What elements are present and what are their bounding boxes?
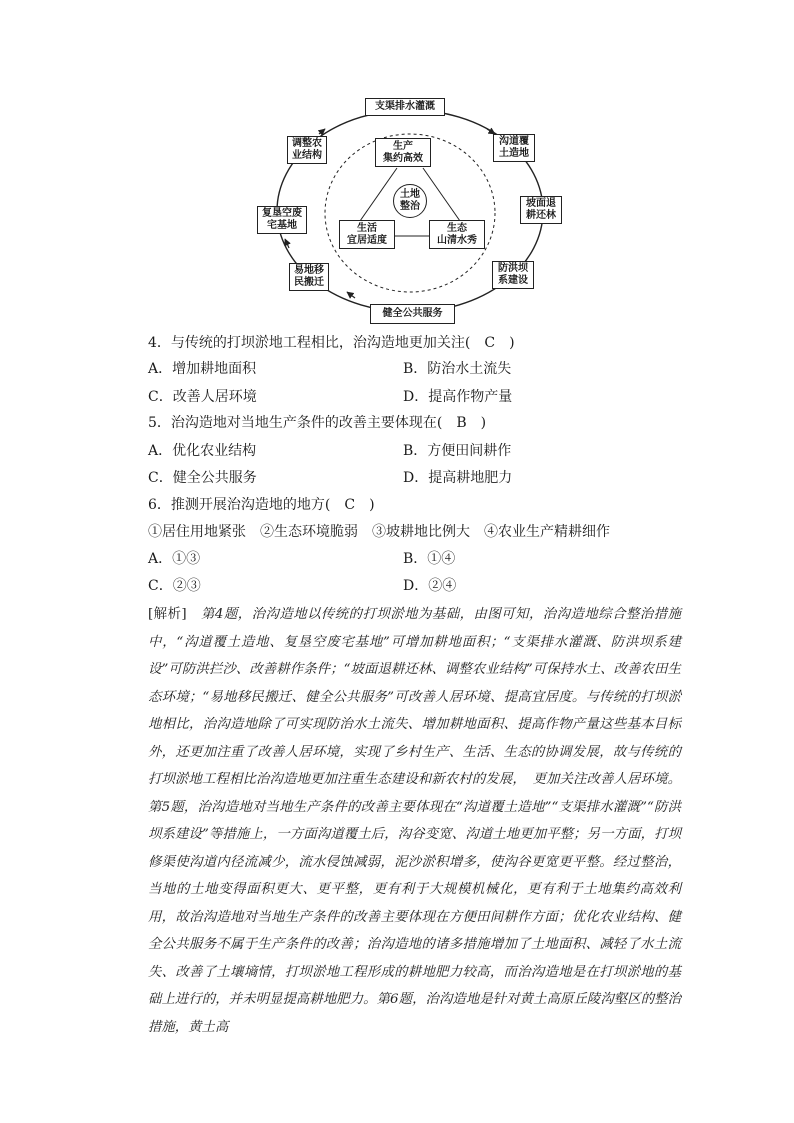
box-adjust-agri-structure: 调整农 业结构 [287, 136, 327, 164]
q6-option-b: B．①④ [403, 551, 456, 567]
q6-option-d: D．②④ [403, 578, 457, 594]
q4-option-c: C．改善人居环境 [148, 389, 257, 405]
box-reclaim-homesteads: 复垦空废 宅基地 [257, 206, 307, 234]
question-5-stem: 5．治沟造地对当地生产条件的改善主要体现在( B ) [148, 415, 487, 431]
question-4-stem: 4．与传统的打坝淤地工程相比，治沟造地更加关注( C ) [148, 335, 515, 351]
box-relocation: 易地移 民搬迁 [289, 263, 329, 291]
question-6-stem: 6．推测开展治沟造地的地方( C ) [148, 497, 375, 513]
q5-option-d: D．提高耕地肥力 [403, 470, 513, 486]
analysis-paragraph [148, 601, 681, 1041]
analysis-tag: [解析] [148, 607, 187, 622]
q4-option-a: A．增加耕地面积 [148, 361, 257, 377]
box-public-services: 健全公共服务 [370, 304, 455, 324]
q5-option-c: C．健全公共服务 [148, 470, 257, 486]
q5-option-b: B．方便田间耕作 [403, 443, 512, 459]
box-living: 生活 宜居适度 [339, 220, 395, 249]
q5-option-a: A．优化农业结构 [148, 443, 257, 459]
box-gully-soil-land-creation: 沟道覆 土造地 [493, 134, 535, 162]
box-production: 生产 集约高效 [375, 138, 431, 167]
q6-option-a: A．①③ [148, 551, 201, 567]
q6-option-c: C．②③ [148, 578, 201, 594]
box-branch-drainage-irrigation: 支渠排水灌溉 [365, 98, 445, 116]
center-land-consolidation: 土地 整治 [393, 184, 427, 218]
question-6-items: ①居住用地紧张 ②生态环境脆弱 ③坡耕地比例大 ④农业生产精耕细作 [148, 524, 610, 540]
analysis-text: 第4题，治沟造地以传统的打坝淤地为基础，由图可知，治沟造地综合整治措施中，“沟道覆土造地、复垦空废宅基地”可增加耕地面积；“支渠排水灌溉、防洪坝系建设”可防洪拦沙、改善耕作条件；“坡面退耕还林、调整农业结构”可保持水土、改善农田生态环境；“易地移民搬迁、健全公共服务”可改善人居环境、提高宜居度。与传统的打坝淤地相比，治沟造地除了可实现防治水土流失、增加耕地面积、提高作物产量这些基本目标外，还更加注重了改善人居环境，实现了乡村生产、生活、生态的协调发展，故与传统的打坝淤地工程相比治沟造地更加注重生态建设和新农村的发展， 更加关注改善人居环境。第5题，治沟造地对当地生产条件的改善主要体现在“沟道覆土造地”“支渠排水灌溉”“防洪坝系建设”等措施上，一方面沟道覆土后，沟谷变宽、沟道土地更加平整；另一方面，打坝修渠使沟道内径流减少，流水侵蚀减弱，泥沙淤积增多，使沟谷更宽更平整。经过整治，当地的土地变得面积更大、更平整，更有利于大规模机械化，更有利于土地集约高效利用，故治沟造地对当地生产条件的改善主要体现在方便田间耕作方面；优化农业结构、健全公共服务不属于生产条件的改善；治沟造地的诸多措施增加了土地面积、减轻了水土流失、改善了土壤墒情，打坝淤地工程形成的耕地肥力较高，而治沟造地是在打坝淤地的基础上进行的，并未明显提高耕地肥力。第6题，治沟造地是针对黄土高原丘陵沟壑区的整治措施，黄土高 [148, 607, 681, 1035]
q4-option-b: B．防治水土流失 [403, 361, 512, 377]
q4-option-d: D．提高作物产量 [403, 389, 513, 405]
land-consolidation-diagram [255, 96, 565, 326]
box-ecology: 生态 山清水秀 [429, 220, 485, 249]
box-flood-dam-system: 防洪坝 系建设 [492, 261, 534, 289]
box-slope-returning-forest: 坡面退 耕还林 [520, 196, 562, 224]
